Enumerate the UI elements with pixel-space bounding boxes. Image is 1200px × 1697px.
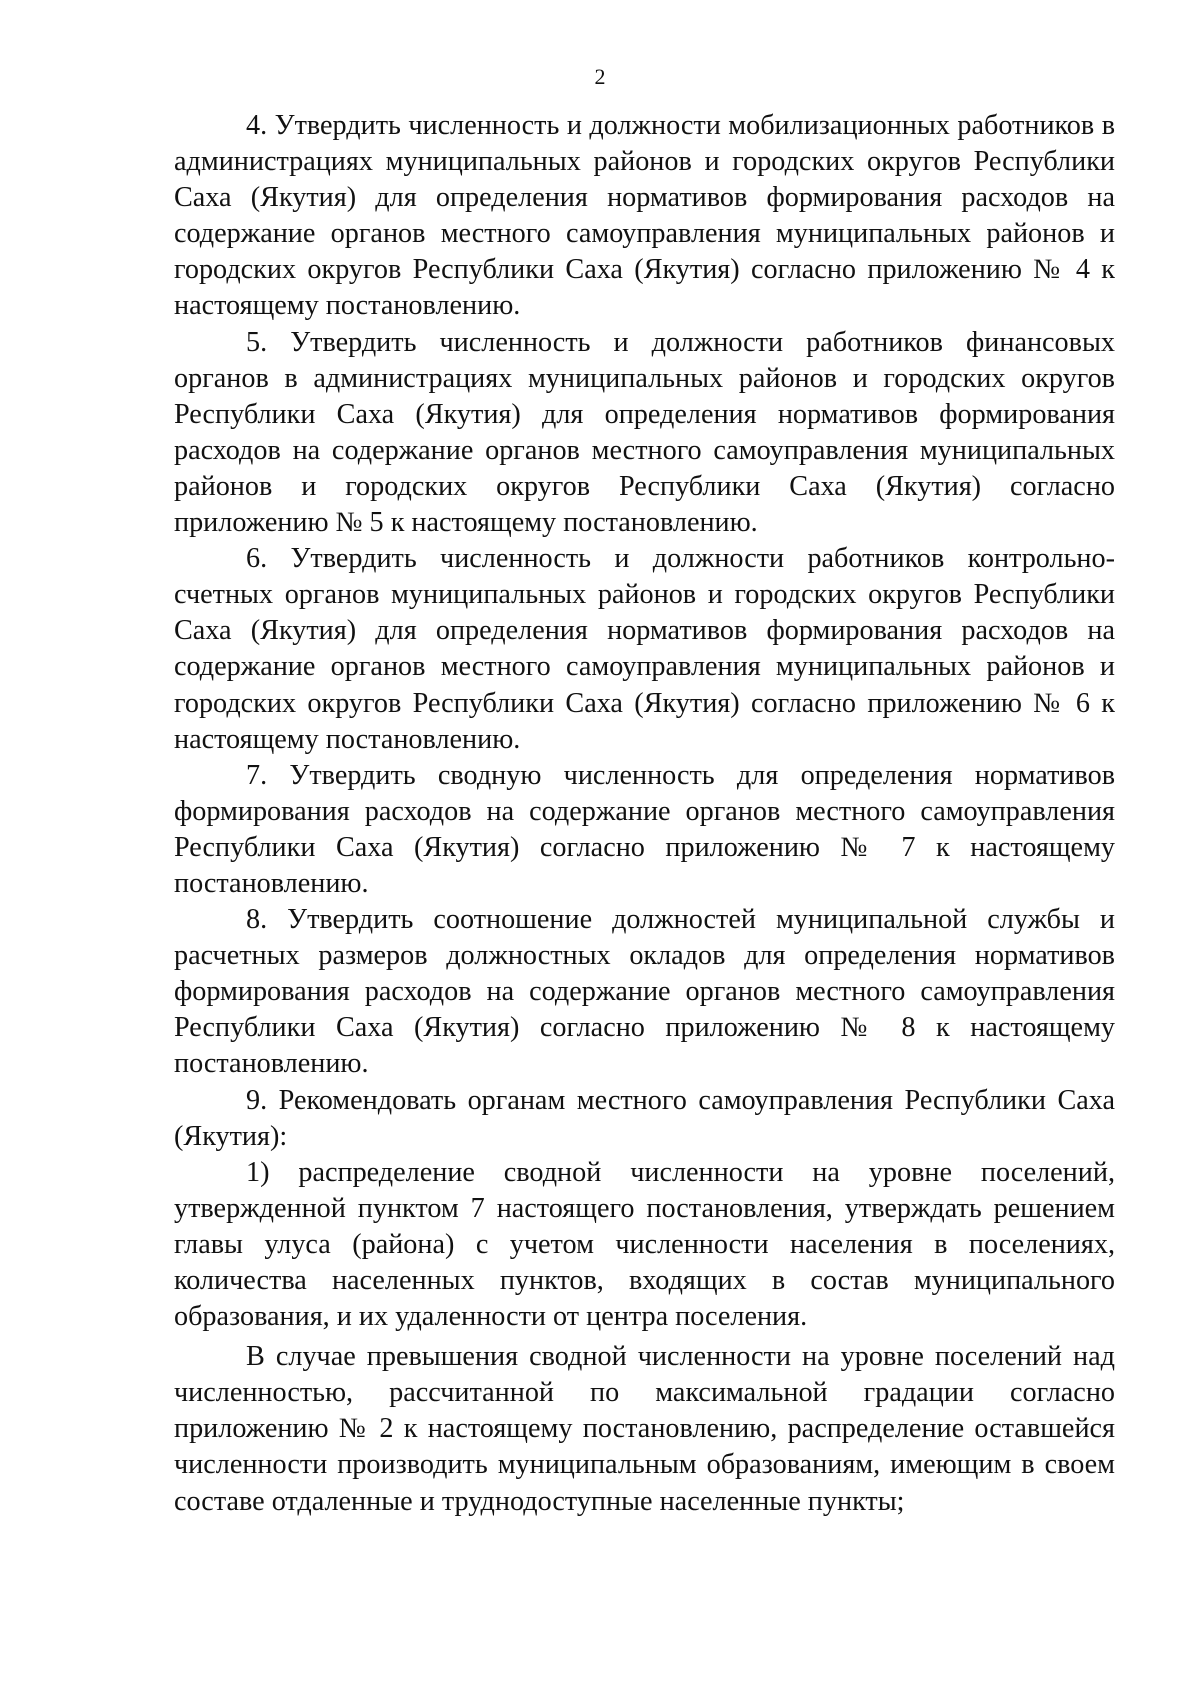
- paragraph-item-5: 5. Утвердить численность и должности работников финансовых органов в администрациях муниципальных районов и городских округов Республики Саха (Якутия) для определения нормативов формирования расходов на содержание органов местного самоуправления муниципальных районов и городских округов Республики Саха (Якутия) согласно приложению № 5 к настоящему постановлению.: [174, 326, 1115, 539]
- paragraph-item-8: 8. Утвердить соотношение должностей муниципальной службы и расчетных размеров должностных окладов для определения нормативов формирования расходов на содержание органов местного самоуправления Республики Саха (Якутия) согласно приложению № 8 к настоящему постановлению.: [174, 904, 1115, 1080]
- paragraph-item-9: 9. Рекомендовать органам местного самоуправления Республики Саха (Якутия):: [174, 1084, 1115, 1152]
- paragraph-subitem-1: 1) распределение сводной численности на уровне поселений, утвержденной пунктом 7 настоящего постановления, утверждать решением главы улуса (района) с учетом численности населения в поселениях, количества населенных пунктов, входящих в состав муниципального образования, и их удаленности от центра поселения.: [174, 1156, 1115, 1333]
- document-body: [174, 108, 1115, 1520]
- paragraph-item-7: 7. Утвердить сводную численность для определения нормативов формирования расходов на содержание органов местного самоуправления Республики Саха (Якутия) согласно приложению № 7 к настоящему постановлению.: [174, 759, 1115, 899]
- page-number: 2: [594, 64, 606, 89]
- paragraph-exceeding-case: В случае превышения сводной численности на уровне поселений над численностью, рассчитанной по максимальной градации согласно приложению № 2 к настоящему постановлению, распределение оставшейся численности производить муниципальным образованиям, имеющим в своем составе отдаленные и труднодоступные населенные пункты;: [174, 1341, 1115, 1517]
- paragraph-item-4: 4. Утвердить численность и должности мобилизационных работников в администрациях муниципальных районов и городских округов Республики Саха (Якутия) для определения нормативов формирования расходов на содержание органов местного самоуправления муниципальных районов и городских округов Республики Саха (Якутия) согласно приложению № 4 к настоящему постановлению.: [174, 110, 1115, 322]
- paragraph-item-6: 6. Утвердить численность и должности работников контрольно-счетных органов муниципальных районов и городских округов Республики Саха (Якутия) для определения нормативов формирования расходов на содержание органов местного самоуправления муниципальных районов и городских округов Республики Саха (Якутия) согласно приложению № 6 к настоящему постановлению.: [174, 543, 1115, 755]
